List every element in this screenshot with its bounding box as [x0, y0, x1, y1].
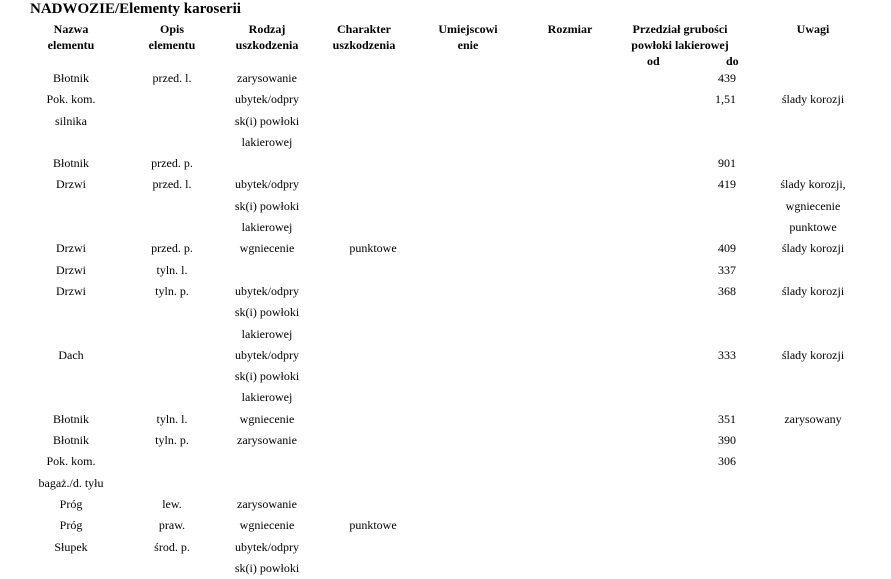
- element-name-cell: Pok. kom. bagaż./d. tyłu: [38, 454, 104, 490]
- table-row: [0, 68, 891, 89]
- element-name-cell: Próg: [59, 496, 83, 511]
- element-name-cell: Próg: [59, 518, 83, 533]
- table-row: [0, 451, 891, 494]
- notes-cell: ślady korozji: [781, 283, 845, 298]
- header-name-text: Nazwa elementu: [47, 22, 95, 52]
- thickness-to-cell: 390: [718, 433, 736, 448]
- element-desc-cell: przed. l.: [152, 71, 192, 85]
- table-row: [0, 345, 891, 409]
- element-name-cell: Drzwi: [56, 283, 86, 298]
- thickness-to-cell: 1,51: [715, 92, 736, 107]
- thickness-to-cell: 333: [718, 347, 736, 362]
- damage-table: [0, 68, 891, 579]
- header-char-text: Charakter uszkodzenia: [332, 22, 396, 52]
- header-do: do: [726, 54, 739, 68]
- table-row: [0, 515, 891, 536]
- damage-character-cell: punktowe: [349, 518, 397, 533]
- element-desc-cell: tyln. l.: [156, 411, 188, 426]
- header-size: [530, 21, 610, 37]
- header-type-text: Rodzaj uszkodzenia: [235, 22, 299, 52]
- header-type: [223, 21, 311, 53]
- damage-type-cell: ubytek/odpry sk(i) powłoki lakierowej: [234, 177, 300, 235]
- element-name-cell: Dach: [58, 347, 84, 362]
- table-row: [0, 494, 891, 515]
- damage-type-cell: zarysowanie: [237, 496, 297, 511]
- table-row: [0, 153, 891, 174]
- element-name-cell: Błotnik: [52, 156, 89, 171]
- element-name-cell: Błotnik: [52, 433, 89, 448]
- table-row: [0, 174, 891, 238]
- thickness-to-cell: 409: [718, 241, 736, 256]
- notes-cell: ślady korozji: [781, 347, 845, 362]
- element-name-cell: Błotnik: [52, 71, 89, 85]
- element-desc-cell: praw.: [158, 518, 186, 533]
- thickness-to-cell: 901: [718, 156, 736, 171]
- section-title: NADWOZIE/Elementy karoserii: [30, 1, 241, 17]
- damage-type-cell: ubytek/odpry sk(i) powłoki lakierowej: [234, 283, 300, 341]
- header-od: od: [647, 54, 660, 68]
- thickness-to-cell: 439: [718, 71, 736, 85]
- notes-cell: ślady korozji: [781, 241, 845, 256]
- thickness-to-cell: 351: [718, 411, 736, 426]
- damage-type-cell: ubytek/odpry sk(i) powłoki lakierowej: [234, 92, 300, 149]
- thickness-to-cell: 368: [718, 283, 736, 298]
- element-desc-cell: środ. p.: [154, 539, 190, 554]
- header-range-text: Przedział grubości powłoki lakierowej: [631, 22, 729, 52]
- notes-cell: ślady korozji, wgniecenie punktowe: [780, 177, 846, 235]
- element-name-cell: Błotnik: [52, 411, 89, 426]
- table-row: [0, 260, 891, 281]
- element-name-cell: Słupek: [54, 539, 88, 554]
- table-row: [0, 409, 891, 430]
- damage-type-cell: ubytek/odpry sk(i) powłoki lakierowej: [234, 347, 300, 405]
- element-desc-cell: przed. p.: [151, 241, 193, 256]
- notes-cell: ślady korozji: [781, 92, 845, 107]
- damage-character-cell: punktowe: [349, 241, 397, 256]
- header-notes-text: Uwagi: [796, 22, 830, 36]
- element-desc-cell: tyln. l.: [156, 262, 188, 277]
- element-name-cell: Pok. kom. silnika: [46, 92, 96, 128]
- table-row: [0, 281, 891, 345]
- damage-type-cell: ubytek/odpry sk(i) powłoki: [234, 539, 300, 575]
- header-char: [318, 21, 410, 53]
- element-name-cell: Drzwi: [56, 241, 86, 256]
- notes-cell: zarysowany: [784, 411, 842, 426]
- header-size-text: Rozmiar: [547, 22, 593, 36]
- thickness-to-cell: 337: [718, 262, 736, 277]
- header-notes: [766, 21, 860, 37]
- header-place: [428, 21, 508, 53]
- element-desc-cell: lew.: [162, 496, 182, 511]
- header-desc: [130, 21, 214, 53]
- table-row: [0, 430, 891, 451]
- table-row: [0, 537, 891, 579]
- damage-type-cell: wgniecenie: [239, 518, 295, 533]
- element-desc-cell: przed. l.: [152, 177, 192, 192]
- table-row: [0, 89, 891, 153]
- damage-type-cell: zarysowanie: [237, 433, 297, 448]
- element-desc-cell: tyln. p.: [155, 433, 189, 448]
- element-name-cell: Drzwi: [56, 177, 86, 192]
- element-desc-cell: tyln. p.: [155, 283, 189, 298]
- header-name: [26, 21, 116, 53]
- header-place-text: Umiejscowi enie: [438, 22, 498, 52]
- header-range: [620, 21, 740, 53]
- table-row: [0, 238, 891, 259]
- damage-type-cell: wgniecenie: [239, 411, 295, 426]
- element-desc-cell: przed. p.: [151, 156, 193, 171]
- header-desc-text: Opis elementu: [148, 22, 196, 52]
- thickness-to-cell: 306: [718, 454, 736, 469]
- thickness-to-cell: 419: [718, 177, 736, 192]
- element-name-cell: Drzwi: [56, 262, 86, 277]
- damage-type-cell: zarysowanie: [237, 71, 297, 85]
- damage-type-cell: wgniecenie: [239, 241, 295, 256]
